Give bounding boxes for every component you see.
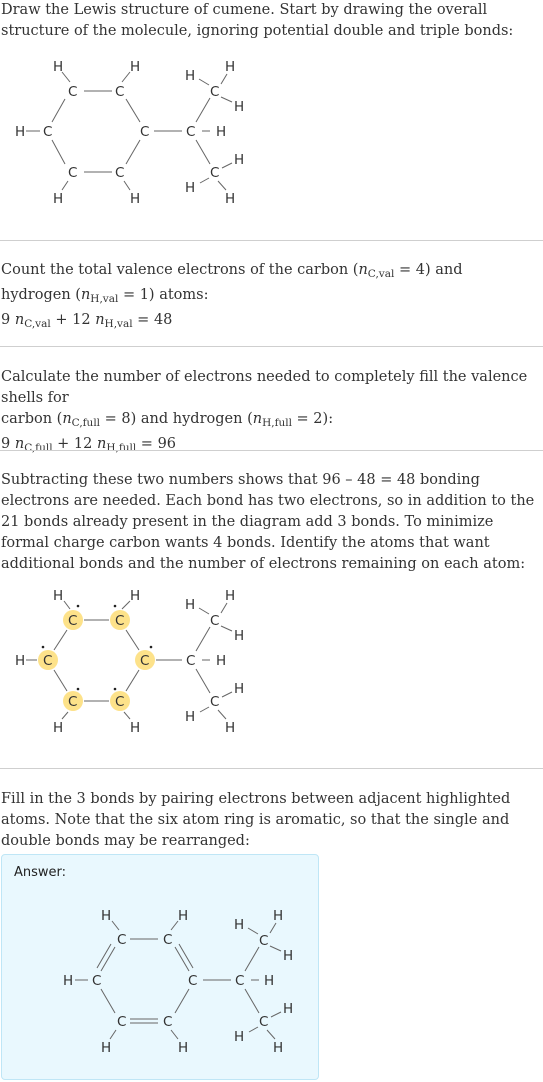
atom-h: H bbox=[185, 180, 196, 196]
step-2-text-a: Count the total valence electrons of the carbon ( bbox=[1, 262, 359, 278]
structure-diagram-highlighted bbox=[0, 579, 260, 749]
electron-dot bbox=[114, 605, 117, 608]
atom-c: C bbox=[68, 165, 78, 181]
separator bbox=[0, 240, 543, 241]
atom-h: H bbox=[283, 1001, 294, 1017]
atom-h: H bbox=[185, 709, 196, 725]
atom-c: C bbox=[210, 165, 220, 181]
atom-c: C bbox=[259, 933, 269, 949]
atom-c: C bbox=[163, 1014, 173, 1030]
atom-c: C bbox=[43, 124, 53, 140]
atom-h: H bbox=[178, 908, 189, 924]
step-2-eq-h: = 1) atoms: bbox=[118, 287, 209, 303]
step-3-full-shells bbox=[0, 367, 543, 459]
step-2-valence bbox=[0, 260, 543, 335]
var-n: n bbox=[358, 262, 368, 278]
electron-dot bbox=[150, 646, 153, 649]
atom-c: C bbox=[115, 165, 125, 181]
subscript: H,val bbox=[90, 293, 119, 305]
answer-box bbox=[1, 854, 319, 1080]
subscript: C,full bbox=[24, 442, 53, 454]
atom-h: H bbox=[216, 653, 227, 669]
subscript: H,val bbox=[104, 318, 133, 330]
structure-diagram-answer bbox=[2, 899, 318, 1079]
step-2-text bbox=[0, 260, 543, 310]
var-n: n bbox=[252, 411, 263, 427]
atom-h: H bbox=[53, 720, 64, 736]
step-4-text: Subtracting these two numbers shows that 96 – 48 = 48 bonding electrons are needed. Each bond has two electrons, so in addition to the 21 bonds already present in the diagram add 3 bonds. To minimize formal charge carbon wants 4 bonds. Identify the atoms that want additional bonds and the number of electrons remaining on each atom: bbox=[1, 472, 535, 572]
atom-h: H bbox=[225, 720, 236, 736]
atom-c: C bbox=[115, 84, 125, 100]
atom-c: C bbox=[117, 932, 127, 948]
separator bbox=[0, 450, 543, 451]
step-4-bonding bbox=[0, 470, 543, 575]
answer-label: Answer: bbox=[14, 865, 67, 880]
atom-c: C bbox=[68, 84, 78, 100]
atom-h: H bbox=[53, 588, 64, 604]
atom-h: H bbox=[178, 1040, 189, 1056]
atom-h: H bbox=[63, 973, 74, 989]
eq-plus: + 12 bbox=[50, 312, 96, 328]
atom-c: C bbox=[92, 973, 102, 989]
atom-h: H bbox=[273, 1040, 284, 1056]
eq-plus: + 12 bbox=[52, 436, 97, 452]
atom-c: C bbox=[140, 124, 150, 140]
atom-h: H bbox=[130, 59, 141, 75]
atom-c: C bbox=[115, 694, 125, 710]
atom-h: H bbox=[225, 191, 236, 207]
var-n: n bbox=[95, 312, 105, 328]
eq-coef: 9 bbox=[1, 312, 15, 328]
atom-h: H bbox=[264, 973, 275, 989]
atom-h: H bbox=[216, 124, 227, 140]
step-5-fill-bonds bbox=[0, 789, 543, 852]
atom-h: H bbox=[15, 124, 26, 140]
var-n: n bbox=[97, 436, 107, 452]
atom-h: H bbox=[185, 597, 196, 613]
eq-coef: 9 bbox=[1, 436, 15, 452]
atom-h: H bbox=[234, 99, 245, 115]
var-n: n bbox=[80, 287, 91, 303]
subscript: H,full bbox=[106, 442, 137, 454]
step-3-equation bbox=[1, 434, 543, 459]
step-3-text-b: carbon ( bbox=[1, 411, 63, 427]
atom-c: C bbox=[259, 1014, 269, 1030]
separator bbox=[0, 346, 543, 347]
step-3-eq-h: = 2): bbox=[291, 411, 334, 427]
var-n: n bbox=[62, 411, 72, 427]
atom-c: C bbox=[117, 1014, 127, 1030]
var-n: n bbox=[14, 436, 25, 452]
structure-diagram-initial bbox=[0, 50, 260, 220]
atom-h: H bbox=[130, 720, 141, 736]
atom-c: C bbox=[186, 124, 196, 140]
atom-c: C bbox=[235, 973, 245, 989]
atom-c: C bbox=[186, 653, 196, 669]
step-5-text: Fill in the 3 bonds by pairing electrons between adjacent highlighted atoms. Note that the six atom ring is aromatic, so that the single and double bonds may be rearranged: bbox=[1, 791, 511, 849]
atom-c: C bbox=[43, 653, 53, 669]
step-2-text-b: hydrogen ( bbox=[1, 287, 81, 303]
step-3-text bbox=[0, 367, 543, 434]
subscript: C,val bbox=[367, 268, 395, 280]
step-1-text: Draw the Lewis structure of cumene. Start by drawing the overall structure of the molecule, ignoring potential double and triple bonds: bbox=[1, 2, 514, 39]
atom-h: H bbox=[234, 681, 245, 697]
atom-h: H bbox=[234, 152, 245, 168]
atom-c: C bbox=[210, 84, 220, 100]
eq-result: = 48 bbox=[132, 312, 173, 328]
atom-c: C bbox=[210, 613, 220, 629]
atom-h: H bbox=[101, 908, 112, 924]
atom-h: H bbox=[130, 191, 141, 207]
separator bbox=[0, 768, 543, 769]
electron-dot bbox=[77, 605, 80, 608]
step-3-eq-c: = 8) and hydrogen ( bbox=[100, 411, 253, 427]
subscript: H,full bbox=[262, 417, 292, 429]
atom-c: C bbox=[163, 932, 173, 948]
atom-c: C bbox=[68, 694, 78, 710]
atom-h: H bbox=[225, 59, 236, 75]
step-2-eq-c: = 4) and bbox=[394, 262, 463, 278]
electron-dot bbox=[42, 646, 45, 649]
atom-c: C bbox=[140, 653, 150, 669]
atom-h: H bbox=[185, 68, 196, 84]
atom-c: C bbox=[210, 694, 220, 710]
electron-dot bbox=[77, 688, 80, 691]
atom-h: H bbox=[273, 908, 284, 924]
atom-h: H bbox=[130, 588, 141, 604]
atom-h: H bbox=[225, 588, 236, 604]
atom-h: H bbox=[53, 59, 64, 75]
atom-h: H bbox=[234, 1029, 245, 1045]
atom-h: H bbox=[101, 1040, 112, 1056]
atom-h: H bbox=[283, 948, 294, 964]
electron-dot bbox=[114, 688, 117, 691]
subscript: C,full bbox=[71, 417, 101, 429]
eq-result: = 96 bbox=[136, 436, 177, 452]
step-1-instructions bbox=[0, 0, 543, 42]
atom-h: H bbox=[234, 628, 245, 644]
step-3-text-a: Calculate the number of electrons needed to completely fill the valence shells for bbox=[1, 369, 528, 406]
atom-h: H bbox=[15, 653, 26, 669]
atom-c: C bbox=[188, 973, 198, 989]
atom-c: C bbox=[115, 613, 125, 629]
step-2-equation bbox=[1, 310, 543, 335]
atom-h: H bbox=[53, 191, 64, 207]
var-n: n bbox=[14, 312, 25, 328]
subscript: C,val bbox=[24, 318, 51, 330]
atom-h: H bbox=[234, 917, 245, 933]
atom-c: C bbox=[68, 613, 78, 629]
